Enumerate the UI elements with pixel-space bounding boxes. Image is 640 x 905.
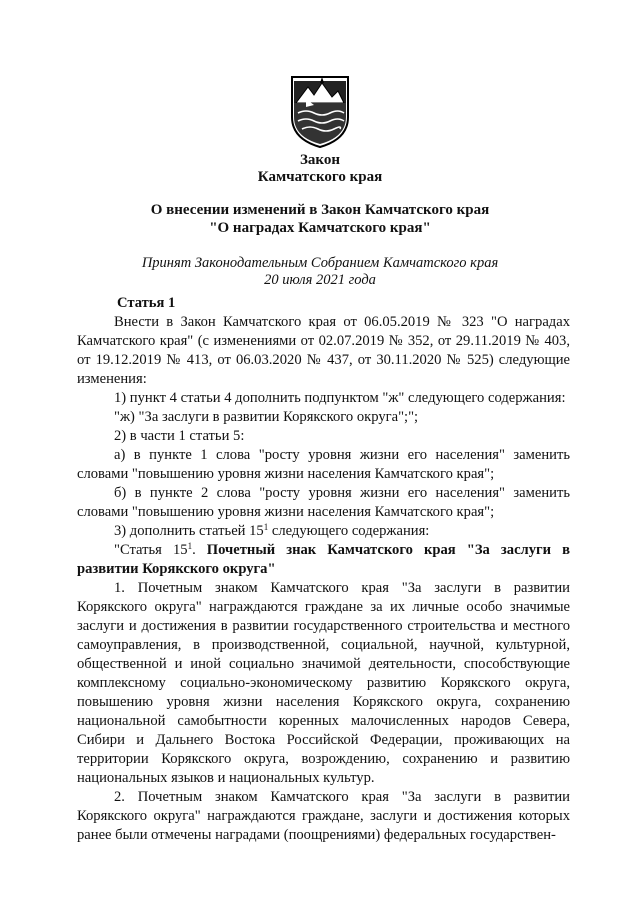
item-3: [77, 522, 570, 541]
article-heading: Статья 1: [117, 295, 176, 311]
new-article-label: "Статья 15: [114, 542, 188, 558]
issuing-region: Камчатского края: [257, 169, 383, 185]
item-1-text: "ж) "За заслуги в развитии Корякского округа";";: [114, 409, 419, 425]
new-article-dot: .: [192, 542, 207, 558]
document-title-line1: О внесении изменений в Закон Камчатского края: [150, 202, 490, 218]
adoption-date: 20 июля 2021 года: [264, 272, 376, 288]
item-3-post: следующего содержания:: [268, 523, 430, 539]
document-body: [77, 294, 570, 845]
paragraph-2: 2. Почетным знаком Камчатского края "За заслуги в развитии Корякского округа" награждаются граждане, заслуги и достижения которых ранее были отмечены наградами (поощрениями) федеральных государствен-: [77, 789, 570, 843]
coat-of-arms-icon: [286, 73, 354, 149]
item-1: 1) пункт 4 статьи 4 дополнить подпунктом "ж" следующего содержания:: [114, 390, 566, 406]
new-article-title: [77, 541, 570, 579]
item-2: 2) в части 1 статьи 5:: [114, 428, 245, 444]
adoption-note: Принят Законодательным Собранием Камчатского края: [141, 255, 499, 271]
article-intro: Внести в Закон Камчатского края от 06.05.2019 № 323 "О наградах Камчатского края" (с изменениями от 02.07.2019 № 352, от 29.11.2019 № 403, от 19.12.2019 № 413, от 06.03.2020 № 437, от 30.11.2020 № 525) следующие изменения:: [77, 314, 570, 387]
document-title-line2: "О наградах Камчатского края": [209, 220, 431, 236]
item-2a: а) в пункте 1 слова "росту уровня жизни его населения" заменить словами "повышению уровня жизни населения Камчатского края";: [77, 447, 570, 482]
document-type: Закон: [299, 152, 340, 168]
new-article-name: Почетный знак Камчатского края "За заслуги в развитии Корякского округа": [77, 542, 571, 577]
item-3-sup: 1: [263, 522, 269, 532]
new-article-sup: 1: [187, 541, 193, 551]
item-2b: б) в пункте 2 слова "росту уровня жизни его населения" заменить словами "повышению уровня жизни населения Камчатского края";: [77, 485, 570, 520]
item-3-pre: 3) дополнить статьей 15: [114, 523, 264, 539]
paragraph-1: 1. Почетным знаком Камчатского края "За заслуги в развитии Корякского округа" награждаются граждане за их личные особо значимые заслуги и достижения в развитии государственного строительства и местного самоуправления, в производственной, социальной, научной, культурной, общественной и иной социально значимой деятельности, способствующие комплексному социально-экономическому развитию Корякского округа, повышению уровня жизни населения Корякского округа, сохранению национальной самобытности коренных малочисленных народов Севера, Сибири и Дальнего Востока Российской Федерации, проживающих на территории Корякского округа, возрождению, сохранению и развитию национальных языков и национальных культур.: [77, 580, 570, 786]
